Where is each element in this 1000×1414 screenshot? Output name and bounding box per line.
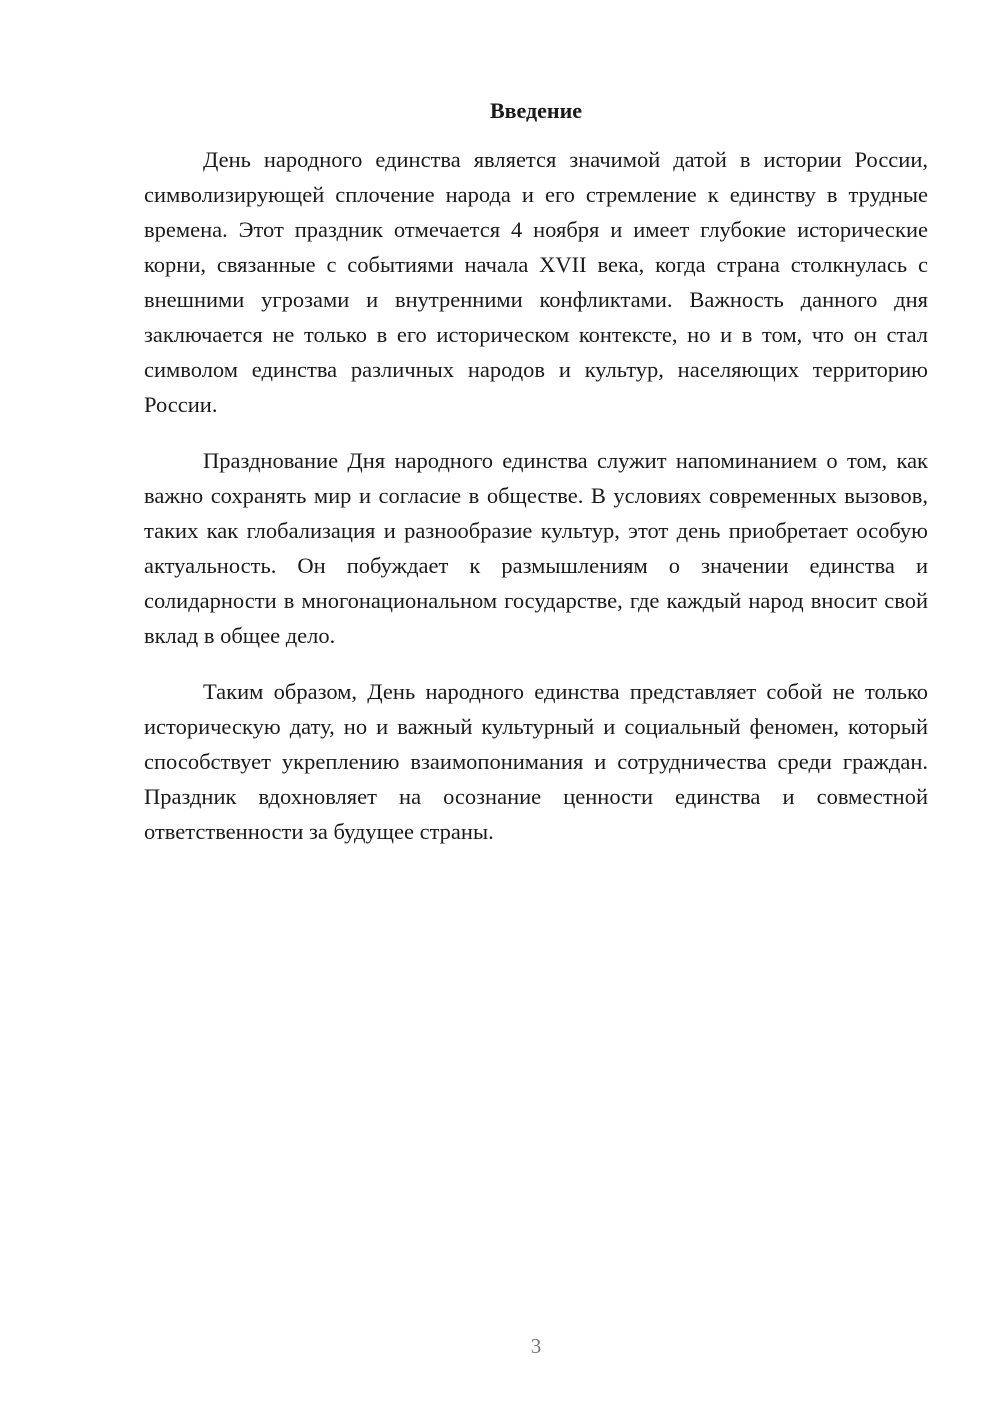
paragraph-1: День народного единства является значимой датой в истории России, символизирующей сплочение народа и его стремление к единству в трудные времена. Этот праздник отмечается 4 ноября и имеет глубокие исторические корни, связанные с событиями начала XVII века, когда страна столкнулась с внешними угрозами и внутренними конфликтами. Важность данного дня заключается не только в его историческом контексте, но и в том, что он стал символом единства различных народов и культур, населяющих территорию России. (144, 147, 928, 417)
body-text (144, 142, 928, 870)
section-title: Введение (489, 98, 583, 123)
paragraph-2: Празднование Дня народного единства служит напоминанием о том, как важно сохранять мир и согласие в обществе. В условиях современных вызовов, таких как глобализация и разнообразие культур, этот день приобретает особую актуальность. Он побуждает к размышлениям о значении единства и солидарности в многонациональном государстве, где каждый народ вносит свой вклад в общее дело. (144, 448, 928, 648)
paragraph-3: Таким образом, День народного единства представляет собой не только историческую дату, но и важный культурный и социальный феномен, который способствует укреплению взаимопонимания и сотрудничества среди граждан. Праздник вдохновляет на осознание ценности единства и совместной ответственности за будущее страны. (144, 679, 928, 844)
page-number: 3 (530, 1334, 542, 1358)
